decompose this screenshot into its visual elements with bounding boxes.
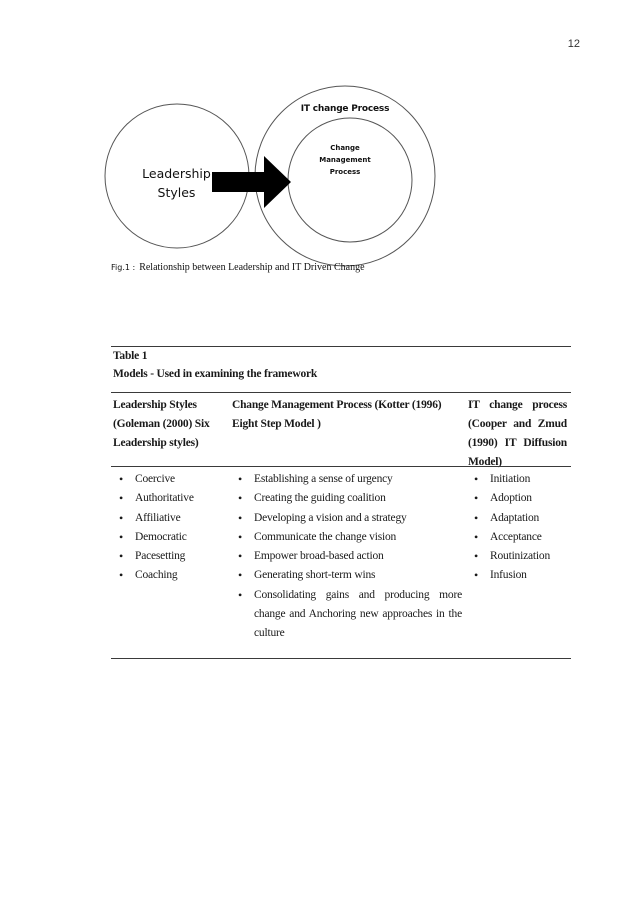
header-it-change-process: IT change process (Cooper and Zmud (1990) IT Diffusion Model) bbox=[468, 399, 567, 468]
list-item: • Coaching bbox=[113, 566, 228, 585]
table-header-bottom-rule bbox=[111, 466, 571, 467]
figure-caption-text: Relationship between Leadership and IT Driven Change bbox=[139, 262, 365, 273]
change-management-circle bbox=[288, 118, 412, 242]
table-header-top-rule bbox=[111, 392, 571, 393]
figure-number: Fig.1 : bbox=[111, 263, 136, 272]
header-change-management: Change Management Process (Kotter (1996) Eight Step Model ) bbox=[232, 399, 442, 430]
list-item: • Creating the guiding coalition bbox=[232, 489, 462, 508]
leadership-styles-label: Leadership Styles bbox=[142, 166, 211, 200]
list-item: • Routinization bbox=[468, 547, 571, 566]
it-change-process-label: IT change Process bbox=[300, 104, 390, 114]
list-item: • Consolidating gains and producing more change and Anchoring new approaches in the culture bbox=[232, 586, 462, 644]
list-item: • Initiation bbox=[468, 470, 571, 489]
list-item: • Authoritative bbox=[113, 489, 228, 508]
list-item: • Generating short-term wins bbox=[232, 566, 462, 585]
header-leadership-styles: Leadership Styles (Goleman (2000) Six Leadership styles) bbox=[113, 399, 210, 449]
leadership-styles-list bbox=[113, 470, 228, 586]
change-management-list bbox=[232, 470, 462, 644]
table-subtitle: Models - Used in examining the framework bbox=[113, 368, 318, 380]
change-management-label: Change Management Process bbox=[319, 144, 371, 176]
list-item: • Developing a vision and a strategy bbox=[232, 509, 462, 528]
list-item: • Empower broad-based action bbox=[232, 547, 462, 566]
list-item: • Communicate the change vision bbox=[232, 528, 462, 547]
page-number: 12 bbox=[567, 38, 580, 50]
figure-caption bbox=[111, 262, 441, 273]
table-title: Table 1 bbox=[113, 350, 148, 362]
figure-leadership-it-change bbox=[105, 90, 435, 290]
it-change-list bbox=[468, 470, 571, 586]
list-item: • Democratic bbox=[113, 528, 228, 547]
list-item: • Adoption bbox=[468, 489, 571, 508]
list-item: • Establishing a sense of urgency bbox=[232, 470, 462, 489]
list-item: • Infusion bbox=[468, 566, 571, 585]
list-item: • Adaptation bbox=[468, 509, 571, 528]
list-item: • Acceptance bbox=[468, 528, 571, 547]
list-item: • Affiliative bbox=[113, 509, 228, 528]
table-bottom-rule bbox=[111, 658, 571, 659]
list-item: • Coercive bbox=[113, 470, 228, 489]
list-item: • Pacesetting bbox=[113, 547, 228, 566]
table-top-rule bbox=[111, 346, 571, 347]
